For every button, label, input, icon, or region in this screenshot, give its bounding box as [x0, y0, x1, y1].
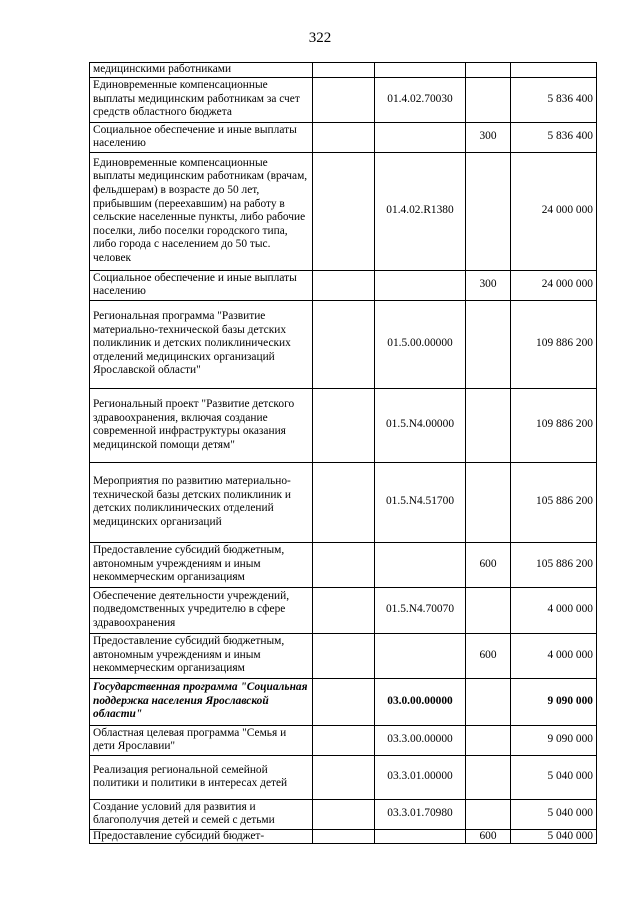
- row-code: 03.0.00.00000: [375, 678, 466, 725]
- row-blank-cell: [313, 63, 375, 78]
- row-type: [466, 300, 511, 388]
- row-type: [466, 388, 511, 462]
- row-name: Предоставление субсидий бюджетным, автономным учреждениям и иным некоммерческим организациям: [90, 633, 313, 678]
- row-code: 03.3.01.70980: [375, 799, 466, 829]
- row-blank-cell: [313, 77, 375, 122]
- row-type: [466, 678, 511, 725]
- table-row: [90, 725, 597, 755]
- row-name: Мероприятия по развитию материально-технической базы детских поликлиник и детских поликлинических отделений медицинских организаций: [90, 462, 313, 542]
- row-blank-cell: [313, 270, 375, 300]
- row-name: Региональная программа "Развитие материально-технической базы детских поликлиник и детских поликлинических отделений медицинских организаций Ярославской области": [90, 300, 313, 388]
- row-blank-cell: [313, 799, 375, 829]
- table-row: [90, 122, 597, 152]
- row-type: [466, 587, 511, 633]
- row-blank-cell: [313, 633, 375, 678]
- row-name: Региональный проект "Развитие детского здравоохранения, включая создание современной инфраструктуры оказания медицинской помощи детям": [90, 388, 313, 462]
- row-name: Единовременные компенсационные выплаты медицинским работникам за счет средств областного бюджета: [90, 77, 313, 122]
- row-code: 01.4.02.70030: [375, 77, 466, 122]
- row-code: 01.5.N4.70070: [375, 587, 466, 633]
- page-number: 322: [308, 30, 332, 46]
- row-type: [466, 725, 511, 755]
- row-blank-cell: [313, 388, 375, 462]
- table-row: [90, 678, 597, 725]
- row-amount: 109 886 200: [511, 388, 597, 462]
- row-blank-cell: [313, 587, 375, 633]
- row-type: 300: [466, 270, 511, 300]
- row-amount: 5 040 000: [511, 755, 597, 799]
- budget-table: [89, 62, 597, 844]
- row-name: Социальное обеспечение и иные выплаты населению: [90, 270, 313, 300]
- row-name: медицинскими работниками: [90, 63, 313, 78]
- row-amount: 105 886 200: [511, 462, 597, 542]
- table-row: [90, 542, 597, 587]
- table-row: [90, 77, 597, 122]
- row-name: Обеспечение деятельности учреждений, подведомственных учредителю в сфере здравоохранения: [90, 587, 313, 633]
- row-amount: 24 000 000: [511, 152, 597, 270]
- row-amount: 5 040 000: [511, 799, 597, 829]
- row-code: [375, 542, 466, 587]
- row-blank-cell: [313, 300, 375, 388]
- row-amount: 24 000 000: [511, 270, 597, 300]
- row-name: Предоставление субсидий бюджетным, автономным учреждениям и иным некоммерческим организациям: [90, 542, 313, 587]
- table-row: [90, 462, 597, 542]
- row-type: [466, 755, 511, 799]
- row-type: [466, 63, 511, 78]
- row-name: Единовременные компенсационные выплаты медицинским работникам (врачам, фельдшерам) в возрасте до 50 лет, прибывшим (переехавшим) на работу в сельские населенные пункты, либо рабочие поселки, либо поселки городского типа, либо города с населением до 50 тыс. человек: [90, 152, 313, 270]
- table-row: [90, 829, 597, 844]
- row-amount: 5 040 000: [511, 829, 597, 844]
- row-type: 300: [466, 122, 511, 152]
- row-code: [375, 122, 466, 152]
- row-code: 03.3.00.00000: [375, 725, 466, 755]
- row-code: 01.5.00.00000: [375, 300, 466, 388]
- row-type: [466, 152, 511, 270]
- row-name: Предоставление субсидий бюджет-: [90, 829, 313, 844]
- row-type: [466, 462, 511, 542]
- table-row: [90, 755, 597, 799]
- row-code: [375, 633, 466, 678]
- row-amount: 4 000 000: [511, 587, 597, 633]
- row-code: 01.5.N4.00000: [375, 388, 466, 462]
- row-code: [375, 829, 466, 844]
- row-blank-cell: [313, 122, 375, 152]
- row-amount: 105 886 200: [511, 542, 597, 587]
- table-row: [90, 799, 597, 829]
- row-amount: 9 090 000: [511, 725, 597, 755]
- row-blank-cell: [313, 462, 375, 542]
- row-amount: 109 886 200: [511, 300, 597, 388]
- row-type: 600: [466, 633, 511, 678]
- table-row: [90, 152, 597, 270]
- row-code: 03.3.01.00000: [375, 755, 466, 799]
- row-amount: [511, 63, 597, 78]
- row-blank-cell: [313, 829, 375, 844]
- row-name: Областная целевая программа "Семья и дети Ярославии": [90, 725, 313, 755]
- row-amount: 5 836 400: [511, 77, 597, 122]
- row-type: 600: [466, 542, 511, 587]
- table-row: [90, 63, 597, 78]
- table-row: [90, 388, 597, 462]
- row-blank-cell: [313, 725, 375, 755]
- row-type: [466, 799, 511, 829]
- row-code: 01.4.02.R1380: [375, 152, 466, 270]
- table-row: [90, 270, 597, 300]
- row-type: [466, 77, 511, 122]
- row-name: Государственная программа "Социальная поддержка населения Ярославской области": [90, 678, 313, 725]
- row-code: 01.5.N4.51700: [375, 462, 466, 542]
- row-blank-cell: [313, 152, 375, 270]
- row-amount: 5 836 400: [511, 122, 597, 152]
- row-name: Реализация региональной семейной политики и политики в интересах детей: [90, 755, 313, 799]
- row-blank-cell: [313, 755, 375, 799]
- row-blank-cell: [313, 542, 375, 587]
- table-row: [90, 633, 597, 678]
- row-type: 600: [466, 829, 511, 844]
- row-amount: 4 000 000: [511, 633, 597, 678]
- row-name: Социальное обеспечение и иные выплаты населению: [90, 122, 313, 152]
- table-row: [90, 587, 597, 633]
- row-name: Создание условий для развития и благополучия детей и семей с детьми: [90, 799, 313, 829]
- row-code: [375, 63, 466, 78]
- row-code: [375, 270, 466, 300]
- row-amount: 9 090 000: [511, 678, 597, 725]
- row-blank-cell: [313, 678, 375, 725]
- table-row: [90, 300, 597, 388]
